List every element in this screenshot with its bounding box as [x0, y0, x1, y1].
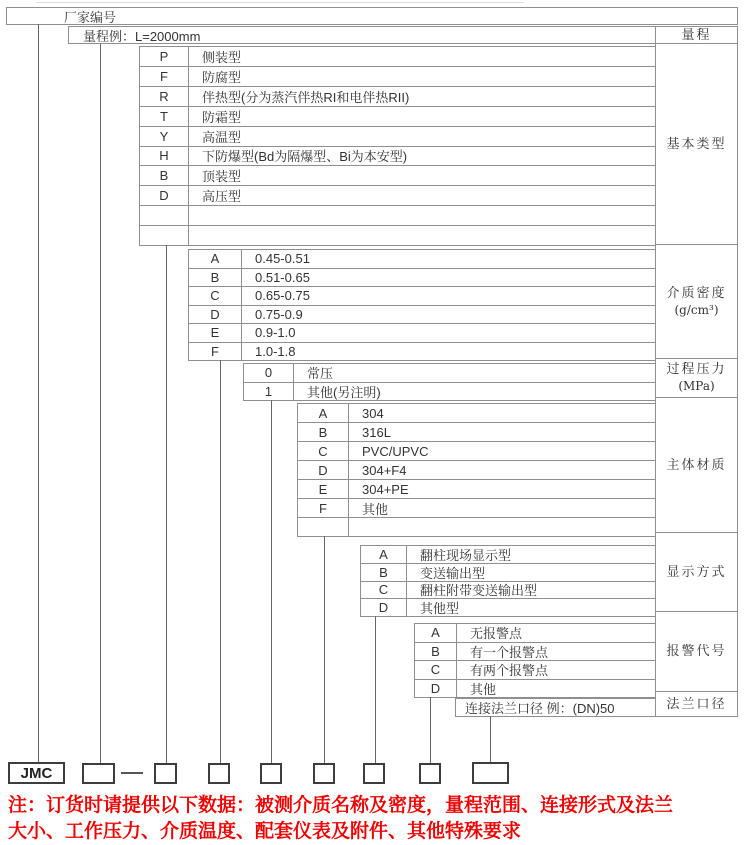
ordering-note-line2: 大小、工作压力、介质温度、配套仪表及附件、其他特殊要求 — [8, 821, 522, 842]
model-digit-box-flange — [472, 762, 509, 784]
connector-line — [100, 44, 101, 763]
connector-line — [490, 716, 491, 762]
basic-type-table — [139, 46, 655, 246]
option-row: A 翻柱现场显示型 — [361, 546, 655, 564]
option-row: A 无报警点 — [415, 624, 655, 643]
model-digit-box-basic-type — [154, 763, 177, 784]
option-row: C PVC/UPVC — [298, 442, 655, 461]
option-row: T 防霜型 — [140, 107, 655, 127]
connector-line — [430, 697, 431, 763]
process-pressure-table — [243, 363, 655, 401]
option-row: B 有一个报警点 — [415, 643, 655, 662]
option-row: C 0.65-0.75 — [189, 287, 655, 306]
option-row: A 0.45-0.51 — [189, 250, 655, 269]
option-row: F 防腐型 — [140, 67, 655, 87]
option-row: P 侧装型 — [140, 47, 655, 67]
option-row: E 304+PE — [298, 480, 655, 499]
option-row: B 顶装型 — [140, 166, 655, 186]
option-row: D 0.75-0.9 — [189, 306, 655, 325]
option-row: F 1.0-1.8 — [189, 343, 655, 361]
option-row: 连接法兰口径 例：(DN)50 — [465, 701, 615, 716]
manufacturer-code-row — [6, 7, 738, 25]
option-row: A 304 — [298, 404, 655, 423]
label-body-material: 主体材质 — [656, 398, 737, 533]
label-alarm-code: 报警代号 — [656, 612, 737, 692]
label-basic-type: 基本类型 — [656, 44, 737, 245]
option-row: D 其他型 — [361, 599, 655, 616]
label-process-pressure: 过程压力 (MPa) — [656, 359, 737, 398]
range-example-row — [68, 26, 655, 44]
option-row-empty — [298, 518, 655, 536]
option-row: Y 高温型 — [140, 127, 655, 147]
model-prefix-box: JMC — [8, 762, 65, 784]
label-display-mode: 显示方式 — [656, 533, 737, 612]
connector-line — [166, 245, 167, 763]
option-row: 0 常压 — [244, 364, 655, 383]
option-row-empty — [140, 206, 655, 226]
flange-size-row — [455, 698, 655, 717]
option-row: F 其他 — [298, 499, 655, 518]
model-digit-box-alarm — [419, 763, 441, 784]
option-row-empty — [140, 226, 655, 245]
scan-artifact-line — [36, 2, 524, 3]
model-digit-box-material — [313, 763, 335, 784]
option-row: 1 其他(另注明) — [244, 383, 655, 401]
connector-line — [375, 616, 376, 763]
option-row: E 0.9-1.0 — [189, 324, 655, 343]
model-dash — [121, 772, 143, 774]
connector-line — [220, 360, 221, 763]
ordering-note — [8, 793, 748, 845]
option-row: R 伴热型(分为蒸汽伴热RI和电伴热RII) — [140, 87, 655, 107]
manufacturer-code-label: 厂家编号 — [64, 9, 117, 25]
body-material-table — [297, 403, 655, 537]
model-digit-box-density — [208, 763, 230, 784]
model-digit-box-pressure — [260, 763, 282, 784]
option-row: B 变送输出型 — [361, 564, 655, 582]
alarm-code-table — [414, 623, 655, 698]
category-label-column — [655, 26, 738, 717]
option-row: B 0.51-0.65 — [189, 269, 655, 288]
range-example-text: 量程例：L=2000mm — [83, 28, 201, 44]
option-row: D 304+F4 — [298, 461, 655, 480]
label-medium-density: 介质密度 (g/cm³) — [656, 245, 737, 359]
display-mode-table — [360, 545, 655, 617]
option-row: C 翻柱附带变送输出型 — [361, 582, 655, 600]
model-digit-box-display — [363, 763, 385, 784]
label-range: 量程 — [656, 27, 737, 44]
label-flange-size: 法兰口径 — [666, 696, 727, 712]
connector-line — [271, 400, 272, 763]
connector-line — [38, 24, 39, 762]
option-row: D 其他 — [415, 680, 655, 698]
option-row: D 高压型 — [140, 186, 655, 206]
connector-line — [324, 536, 325, 763]
option-row: H 下防爆型(Bd为隔爆型、Bi为本安型) — [140, 147, 655, 167]
medium-density-table — [188, 249, 655, 361]
model-digit-box-range — [82, 763, 115, 784]
option-row: C 有两个报警点 — [415, 661, 655, 680]
option-row: B 316L — [298, 423, 655, 442]
ordering-note-line1: 注：订货时请提供以下数据：被测介质名称及密度，量程范围、连接形式及法兰 — [8, 795, 674, 816]
